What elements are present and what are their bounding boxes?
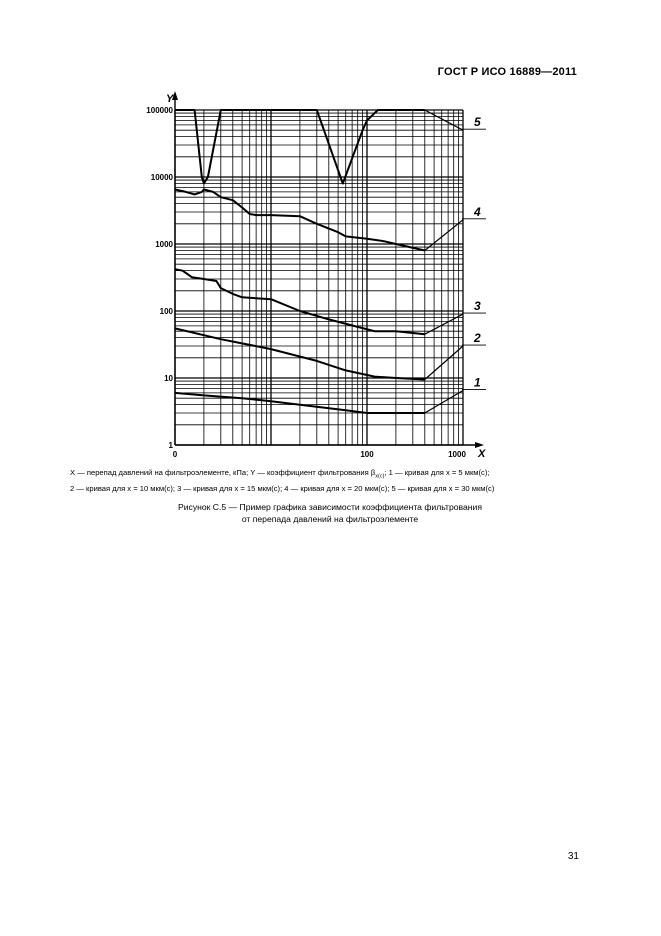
curve-label-3: 3 [474, 299, 481, 314]
chart-series-labels [462, 115, 486, 389]
legend-line2-text: 2 — кривая для x = 10 мкм(с); 3 — кривая для x = 15 мкм(с); 4 — кривая для x = 20 мкм(с); 5 — кривая для x = 30 мкм(с) [70, 483, 495, 493]
caption-line1: Рисунок С.5 — Пример графика зависимости коэффициента фильтрования [178, 502, 482, 512]
curve-label-1: 1 [474, 375, 481, 390]
y-axis-label: Y [166, 93, 174, 105]
series-extrapolation-1 [425, 391, 463, 414]
curve-label-4: 4 [474, 204, 481, 219]
curve-label-2: 2 [474, 331, 481, 346]
chart-series [175, 110, 463, 413]
legend-line1-continuation: ; 1 — кривая для x = 5 мкм(с); [384, 468, 490, 477]
page-number: 31 [567, 851, 579, 862]
y-tick-label: 10000 [150, 173, 173, 182]
y-tick-label: 10 [164, 374, 173, 383]
legend-line1-text: X — перепад давлений на фильтроэлементе, кПа; Y — коэффициент фильтрования β [70, 468, 376, 477]
x-tick-label: 100 [360, 450, 374, 459]
series-extrapolation-2 [425, 346, 463, 380]
beta-subscript: x(c) [375, 473, 385, 480]
document-header: ГОСТ Р ИСО 16889—2011 [437, 66, 577, 78]
y-tick-label: 1 [168, 441, 173, 450]
figure-caption [100, 501, 560, 525]
y-tick-label: 100000 [146, 106, 173, 115]
caption-line2: от перепада давлений на фильтроэлементе [241, 514, 419, 524]
y-tick-label: 1000 [155, 240, 173, 249]
x-tick-label: 1000 [448, 450, 466, 459]
x-tick-label: 0 [172, 450, 178, 459]
chart-grid [175, 110, 463, 445]
curve-label-5: 5 [474, 115, 481, 130]
figure-legend [70, 467, 590, 495]
series-extrapolation-4 [425, 220, 463, 251]
y-tick-label: 100 [159, 307, 173, 316]
x-axis-label: X [478, 448, 486, 460]
